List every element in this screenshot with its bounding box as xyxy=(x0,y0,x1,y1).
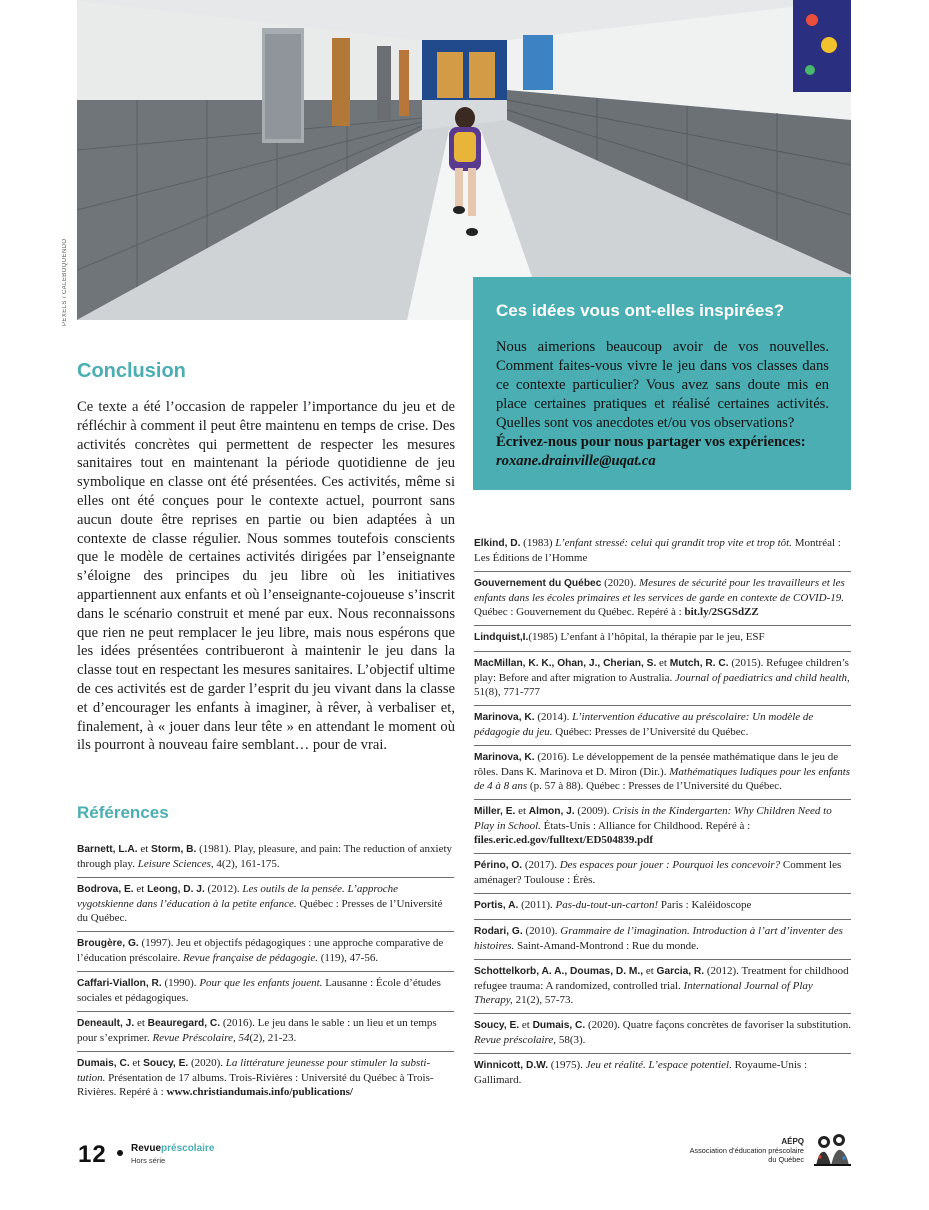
reference-author: Winnicott, D.W. xyxy=(474,1060,549,1071)
reference-entry xyxy=(474,536,851,572)
page-number-bullet xyxy=(117,1150,123,1156)
reference-entry xyxy=(474,652,851,706)
reference-text: Paris : Kaléidoscope xyxy=(658,899,752,911)
reference-text: (p. 57 à 88). Québec : Presses de l’Université du Québec. xyxy=(527,780,782,792)
reference-title: Leisure Sciences xyxy=(137,858,211,870)
reference-text: (2), 21-23. xyxy=(249,1032,297,1044)
conclusion-paragraph: Ce texte a été l’occasion de rappeler l’importance du jeu et de réfléchir à comment il peut être maintenu en temps de crise. Des activités concrètes qui permettent de respecter les mesures sanitaires tout en maintenant la période quotidienne de jeu symbolique en classe ont été présentées. Ces activités, même si elles ont été conçues pour le contexte actuel, pourront sans aucun doute être reprises en partie ou bien adaptées à un contexte de classe régulier. Nous sommes toutefois conscients que le modèle de certaines activités dirigées par l’enseignante s’éloigne des principes du jeu libre où les initiatives appartiennent aux enfants et où l’enseignante-cojoueuse s’inscrit dans le scénario construit et mené par eux. Nous reconnaissons que rien ne peut remplacer le jeu libre, mais nous espérons que les idées présentées contribueront à maintenir le jeu dans la classe tout en respectant les mesures sanitaires. L’objectif ultime de ces activités est de garder l’esprit du jeu vivant dans la classe et d’encourager les enfants à imaginer, à rêver, à verbaliser et, finalement, à « jouer dans leur tête » en attendant le moment où ils pourront à nouveau faire semblant… pour de vrai. xyxy=(77,399,455,754)
reference-entry xyxy=(474,800,851,854)
reference-author: Caffari-Viallon, R. xyxy=(77,978,162,989)
reference-author: Portis, A. xyxy=(474,900,519,911)
reference-entry xyxy=(77,1052,454,1105)
reference-text: (2020). xyxy=(188,1057,226,1069)
reference-sep: et xyxy=(134,1017,148,1029)
reference-sep: et xyxy=(656,657,670,669)
reference-author: Rodari, G. xyxy=(474,926,523,937)
reference-link[interactable]: files.eric.ed.gov/fulltext/ED504839.pdf xyxy=(474,834,654,846)
callout-text: Nous aimerions beaucoup avoir de vos nouvelles. Comment faites-vous vivre le jeu dans vos classes dans ce contexte particulier? Vous avez sans doute mis en place certaines pratiques et réalisé certaines activités. Quelles sont vos anecdotes et/ou vos observations? xyxy=(496,339,829,431)
reference-text: États-Unis : Alliance for Childhood. Repéré à : xyxy=(540,820,751,832)
reference-entry xyxy=(77,932,454,972)
page-number: 12 xyxy=(78,1141,107,1168)
reference-text: Saint-Amand-Montrond : Rue du monde. xyxy=(514,940,699,952)
magazine-logo: Revuepréscolaire xyxy=(131,1143,215,1154)
reference-title: Revue préscolaire, xyxy=(474,1034,557,1046)
reference-text: , 4(2), 161-175. xyxy=(210,858,280,870)
reference-author: Soucy, E. xyxy=(474,1020,520,1031)
reference-title: Journal of paediatrics and child health, xyxy=(675,672,850,684)
reference-text: (2017). xyxy=(522,859,560,871)
reference-author: Storm, B. xyxy=(151,844,197,855)
reference-author: Périno, O. xyxy=(474,860,523,871)
reference-text: (2016). Le développement de la pensée mathématique dans le jeu de rôles. Dans K. Marinova et D. Miron (Dir.). xyxy=(474,751,839,778)
reference-text: 58(3). xyxy=(556,1034,586,1046)
reference-title: Revue Préscolaire, 54 xyxy=(152,1032,250,1044)
reference-author: Dumais, C. xyxy=(77,1058,130,1069)
reference-author: Schottelkorb, A. A., Doumas, D. M., xyxy=(474,966,644,977)
reference-text: (2020). xyxy=(601,577,639,589)
reference-title: L’enfant stressé: celui qui grandit trop vite et trop tôt. xyxy=(555,537,792,549)
reference-text: Québec : Gouvernement du Québec. Repéré à : xyxy=(474,606,685,618)
reference-author: Bodrova, E. xyxy=(77,884,134,895)
reference-text: (2020). Quatre façons concrètes de favoriser la substitution. xyxy=(585,1019,851,1031)
reference-title: Les outils de la pensée. L’approche vygotskienne dans l’éducation à la petite enfance. xyxy=(77,883,398,910)
reference-text: Québec : Presses de l’Université du Québec. xyxy=(77,898,443,924)
reference-text: Présentation de 17 albums. Trois-Rivières : Université du Québec à Trois-Rivières. Repéré à : xyxy=(77,1072,434,1098)
reference-sep: et xyxy=(515,805,529,817)
reference-text: Royaume-Unis : Gallimard. xyxy=(474,1059,808,1086)
reference-text: 21(2), 57-73. xyxy=(512,994,574,1006)
reference-text: (119), 47-56. xyxy=(318,952,379,964)
callout-cta: Écrivez-nous pour nous partager vos expériences: xyxy=(496,434,806,450)
reference-text: (2015). Refugee children’s play: Before and after migration to Australia. xyxy=(474,657,849,684)
reference-author: Mutch, R. C. xyxy=(669,658,729,669)
reference-text: (1983) xyxy=(520,537,556,549)
reference-link[interactable]: bit.ly/2SGSdZZ xyxy=(684,606,759,618)
reference-author: Miller, E. xyxy=(474,806,516,817)
reference-author: Lindquist,I. xyxy=(474,632,529,643)
reference-text: (2011). xyxy=(518,899,556,911)
reference-title: Revue française de pédagogie. xyxy=(182,952,318,964)
aepq-caption: AÉPQ Association d’éducation préscolaire du Québec xyxy=(689,1137,804,1164)
reference-entry xyxy=(77,842,454,878)
reference-author: Marinova, K. xyxy=(474,712,535,723)
reference-text: Québec: Presses de l’Université du Québec. xyxy=(552,726,749,738)
aepq-logo-icon xyxy=(811,1130,853,1168)
reference-author: Brougère, G. xyxy=(77,938,139,949)
reference-link[interactable]: www.christiandumais.info/publications/ xyxy=(166,1086,353,1098)
reference-author: Deneault, J. xyxy=(77,1018,135,1029)
reference-sep: et xyxy=(129,1057,144,1069)
reference-text: (1975). xyxy=(548,1059,586,1071)
reference-author: Marinova, K. xyxy=(474,752,535,763)
reference-text: 51(8), 771-777 xyxy=(474,686,540,698)
reference-text: (2016). Le jeu dans le sable : un lieu et un temps pour s’exprimer. xyxy=(77,1017,437,1044)
reference-entry xyxy=(474,706,851,746)
reference-text: (1981). Play, pleasure, and pain: The reduction of anxiety through play. xyxy=(77,843,453,870)
reference-title: Crisis in the Kindergarten: Why Children Need to Play in School. xyxy=(474,805,832,832)
hallway-illustration xyxy=(77,0,851,320)
references-list-left xyxy=(77,842,454,1105)
reference-entry xyxy=(474,746,851,800)
reference-title: Mathématiques ludiques pour les enfants de 4 à 8 ans xyxy=(474,766,851,792)
reference-title: Jeu et réalité. L’espace potentiel. xyxy=(585,1059,732,1071)
references-heading: Références xyxy=(77,803,169,822)
reference-entry xyxy=(77,878,454,932)
reference-author: Dumais, C. xyxy=(532,1020,586,1031)
reference-author: MacMillan, K. K., Ohan, J., Cherian, S. xyxy=(474,658,657,669)
reference-entry xyxy=(474,894,851,920)
reference-title: Des espaces pour jouer : Pourquoi les concevoir? xyxy=(559,859,781,871)
reference-title: Pour que les enfants jouent. xyxy=(199,977,323,989)
callout-title: Ces idées vous ont-elles inspirées? xyxy=(496,301,785,320)
hallway-photo xyxy=(77,0,851,320)
reference-title: International Journal of Play Therapy, xyxy=(474,980,813,1006)
reference-entry xyxy=(77,972,454,1012)
reference-sep: et xyxy=(643,965,657,977)
reference-entry xyxy=(474,626,851,652)
reference-entry xyxy=(474,572,851,626)
reference-entry xyxy=(474,920,851,960)
reference-text: (1985) L’enfant à l’hôpital, la thérapie par le jeu, ESF xyxy=(528,631,765,643)
reference-entry xyxy=(77,1012,454,1052)
reference-text: (2012). Treatment for childhood refugee trauma: A randomized, controlled trial. xyxy=(474,965,849,992)
reference-author: Leong, D. J. xyxy=(147,884,205,895)
reference-text: (2014). xyxy=(534,711,573,723)
reference-author: Gouvernement du Québec xyxy=(474,578,602,589)
reference-text: (2009). xyxy=(574,805,613,817)
reference-author: Soucy, E. xyxy=(143,1058,189,1069)
callout-body xyxy=(496,338,829,471)
reference-entry xyxy=(474,854,851,894)
reference-title: Mesures de sécurité pour les travailleurs et les enfants dans les écoles primaires et les services de garde en contexte de COVID-19. xyxy=(474,577,845,604)
reference-title: Grammaire de l’imagination. Introduction à l’art d’inventer des histoires. xyxy=(474,925,843,952)
reference-text: (2012). xyxy=(204,883,243,895)
reference-text: Lausanne : École d’études sociales et pédagogiques. xyxy=(77,977,441,1004)
reference-title: Pas-du-tout-un-carton! xyxy=(555,899,659,911)
inspiration-callout xyxy=(473,277,851,490)
magazine-issue: Hors série xyxy=(131,1156,166,1165)
reference-entry xyxy=(474,960,851,1014)
reference-sep: et xyxy=(133,883,148,895)
reference-text: (2010). xyxy=(522,925,561,937)
reference-text: (1990). xyxy=(161,977,200,989)
reference-author: Almon, J. xyxy=(528,806,575,817)
references-list-right xyxy=(474,536,851,1093)
reference-title: L’intervention éducative au préscolaire: Un modèle de pédagogie du jeu. xyxy=(474,711,814,738)
reference-entry xyxy=(474,1014,851,1054)
reference-text: Montréal : Les Éditions de l’Homme xyxy=(474,537,841,564)
reference-author: Beauregard, C. xyxy=(147,1018,221,1029)
reference-sep: et xyxy=(519,1019,533,1031)
reference-entry xyxy=(474,1054,851,1093)
reference-author: Elkind, D. xyxy=(474,538,521,549)
reference-title: La littérature jeunesse pour stimuler la substitution. xyxy=(77,1057,431,1084)
reference-author: Garcia, R. xyxy=(656,966,705,977)
conclusion-heading: Conclusion xyxy=(77,360,186,382)
reference-text: (1997). Jeu et objectifs pédagogiques : une approche comparative de l’éducation préscolaire. xyxy=(77,937,444,964)
reference-author: Barnett, L.A. xyxy=(77,844,138,855)
contact-email-link[interactable]: roxane.drainville@uqat.ca xyxy=(496,453,656,469)
reference-text: Comment les aménager? Toulouse : Érès. xyxy=(474,859,842,886)
photo-credit: PEXELS / CALEBOQUENDO xyxy=(62,238,68,326)
reference-sep: et xyxy=(137,843,152,855)
